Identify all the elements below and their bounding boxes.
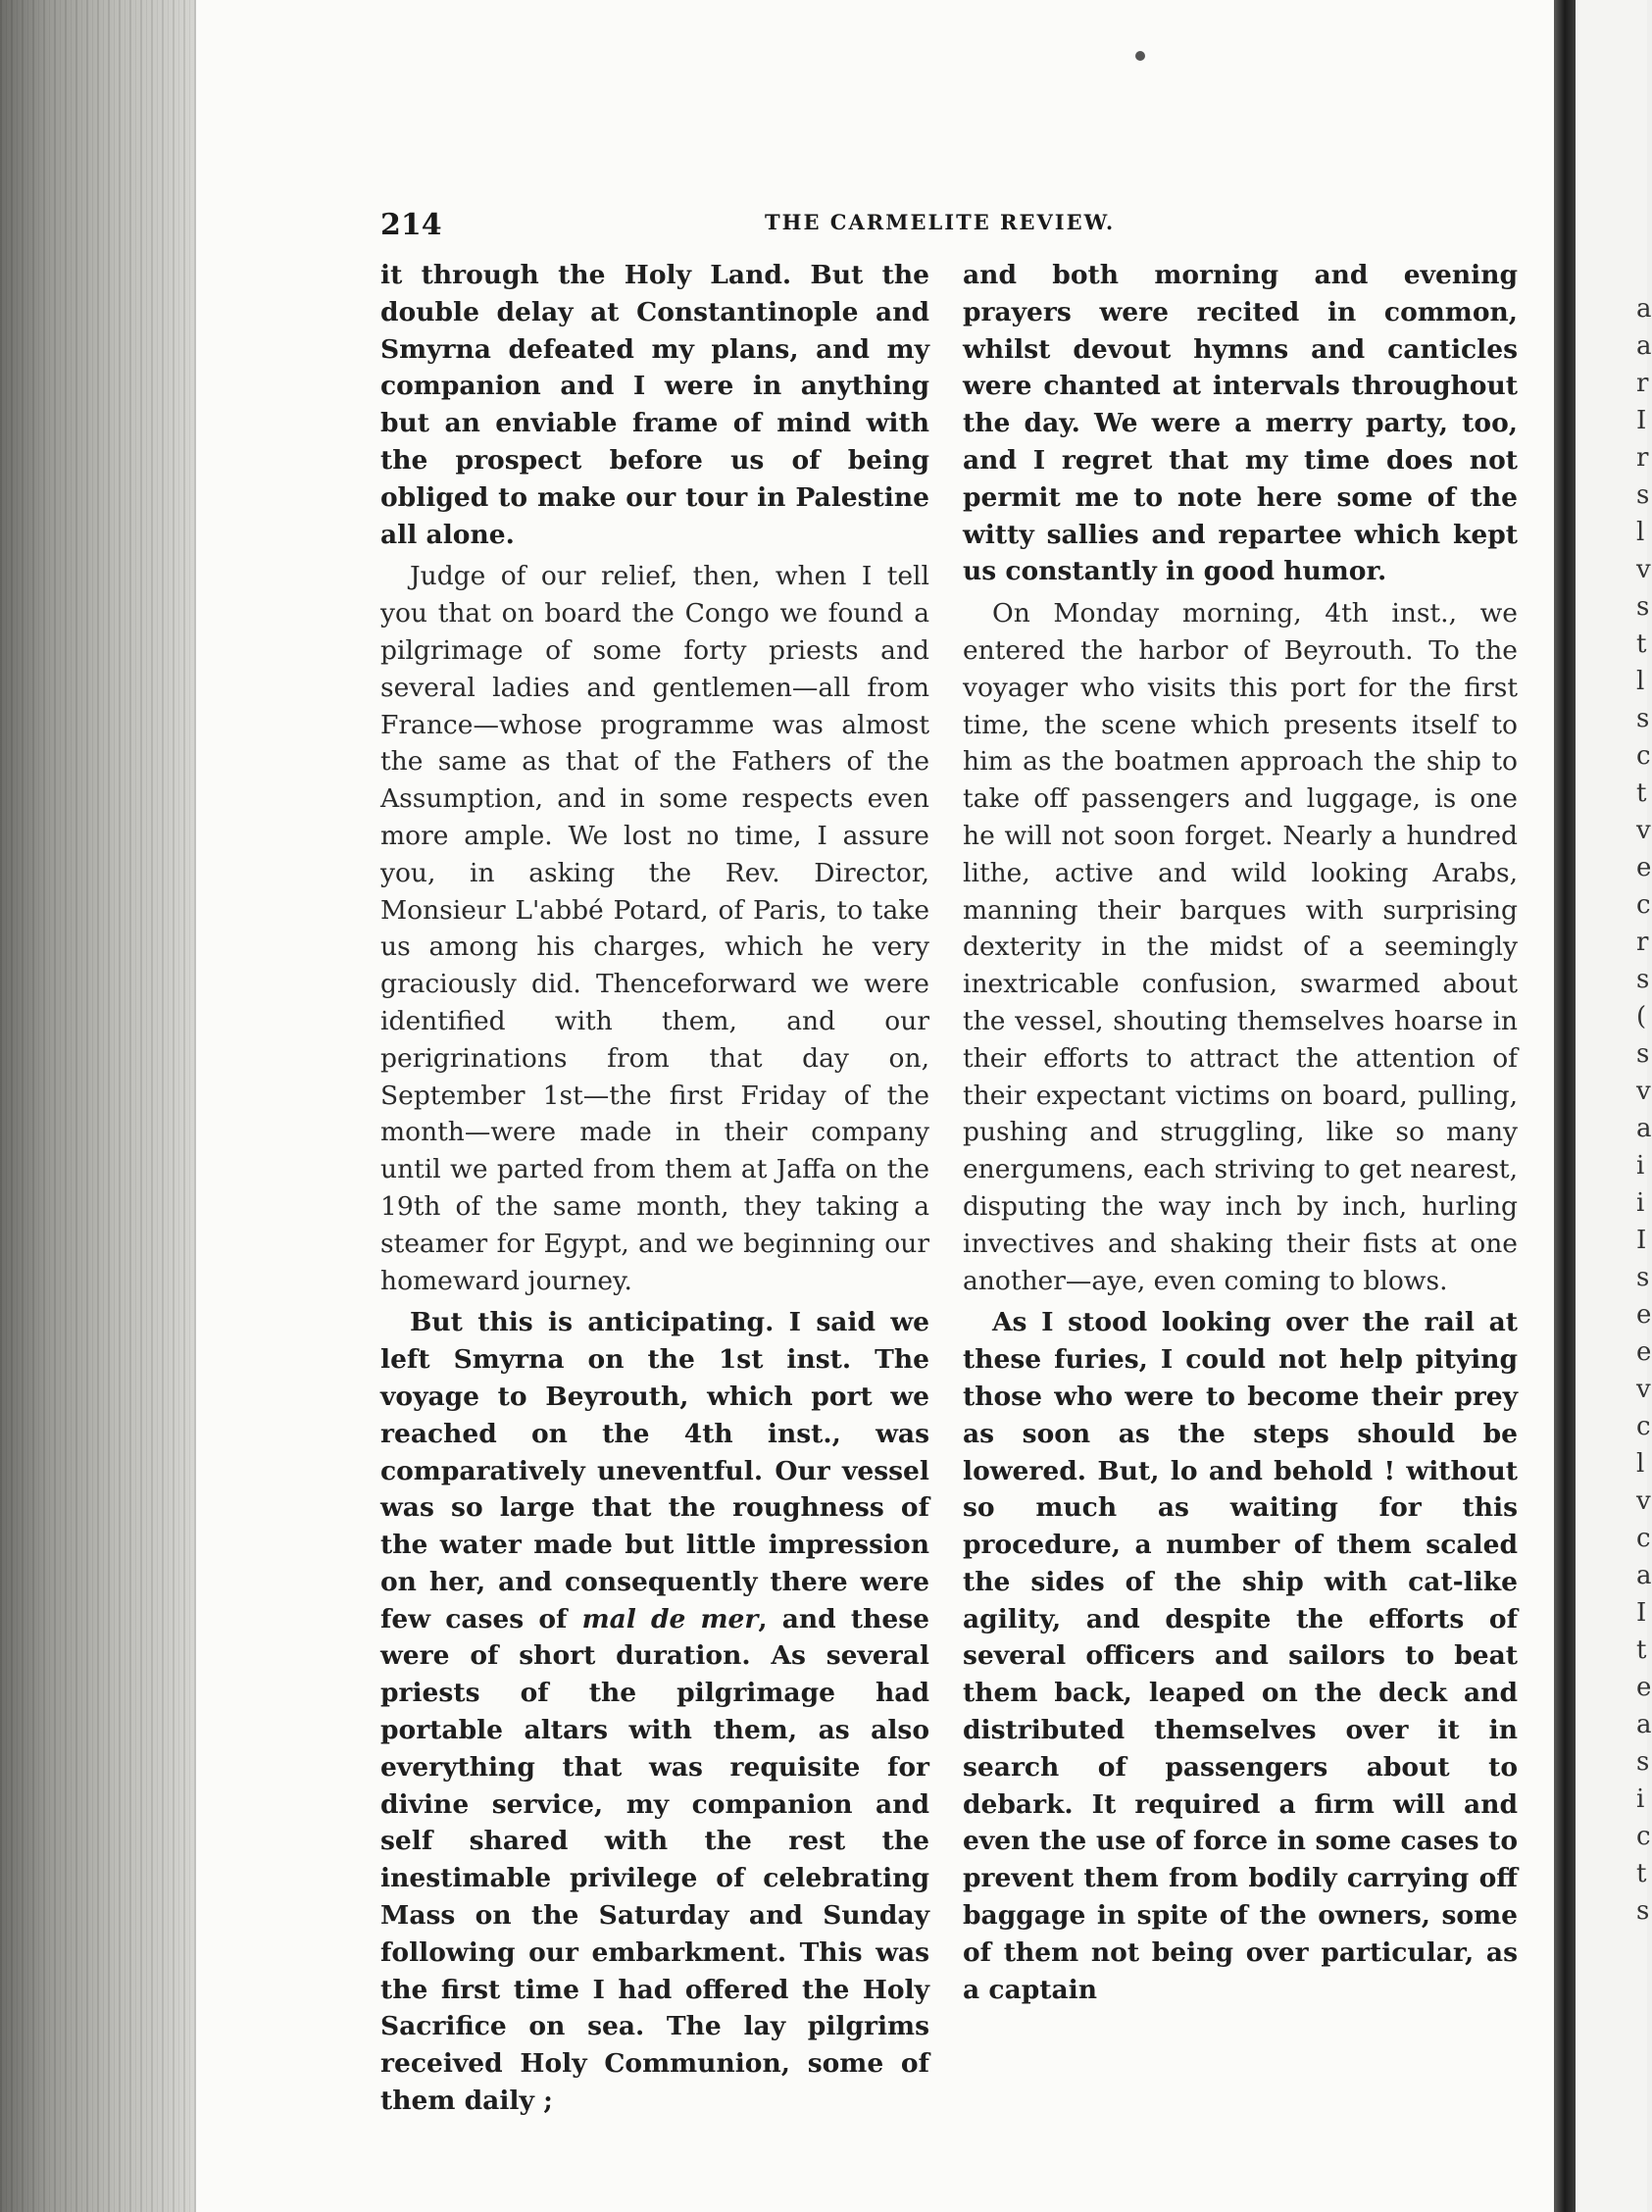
left-paragraph-3-part-b: , and these were of short duration. As several priests of the pilgrimage had portable altars with them, as also everything that was requisite for divine service, my companion and self shared with the rest the inestimable privilege of celebrating Mass on the Saturday and Sunday following our embarkment. This was the first time I had offered the Holy Sacrifice on sea. The lay pilgrims received Holy Communion, some of them daily ; <box>380 1603 929 2117</box>
facing-page-letter: t <box>1636 1635 1647 1665</box>
facing-page-letter: s <box>1636 1896 1650 1926</box>
running-head <box>380 208 1518 247</box>
facing-page-letter: s <box>1636 1263 1650 1292</box>
page-number: 214 <box>380 208 442 242</box>
facing-page-letter: c <box>1636 1524 1651 1553</box>
left-paragraph-2: Judge of our relief, then, when I tell you that on board the Congo we found a pilgrimage of some forty priests and several ladies and gentlemen—all from France—whose programme was almost the same as that of the Fathers of the Assumption, and in some respects even more ample. We lost no time, I assure you, in asking the Rev. Director, Monsieur L'abbé Potard, of Paris, to take us among his charges, which he very graciously did. Thenceforward we were identified with them, and our perigrinations from that day on, September 1st—the first Friday of the month—were made in their company until we parted from them at Jaffa on the 19th of the same month, they taking a steamer for Egypt, and we beginning our homeward journey. <box>380 561 929 1296</box>
left-paragraph-1: it through the Holy Land. But the double delay at Constantinople and Smyrna defeated my plans, and my companion and I were in anything but an enviable frame of mind with the prospect before us of being obliged to make our tour in Palestine all alone. <box>380 260 929 550</box>
facing-page-letter: r <box>1636 928 1649 957</box>
facing-page-letter: a <box>1636 331 1652 361</box>
facing-page-letter: c <box>1636 741 1651 771</box>
facing-page-letter: I <box>1636 1226 1647 1255</box>
facing-page-letter: s <box>1636 1039 1650 1069</box>
facing-page-letter: v <box>1636 1375 1651 1404</box>
right-paragraph-2: On Monday morning, 4th inst., we entered the harbor of Beyrouth. To the voyager who visits this port for the first time, the scene which presents itself to him as the boatmen approach the ship to take off passengers and luggage, is one he will not soon forget. Nearly a hundred lithe, active and wild looking Arabs, manning their barques with surprising dexterity in the midst of a seemingly inextricable confusion, swarmed about the vessel, shouting themselves hoarse in their efforts to attract the attention of their expectant victims on board, pulling, pushing and struggling, like so many energumens, each striving to get nearest, disputing the way inch by inch, hurling invectives and shaking their fists at one another—aye, even coming to blows. <box>963 598 1518 1296</box>
facing-page-letter: a <box>1636 1710 1652 1739</box>
facing-page-letter: i <box>1636 1151 1645 1181</box>
facing-page-letter: r <box>1636 443 1649 473</box>
facing-page-letter: s <box>1636 704 1650 733</box>
facing-page-letter: e <box>1636 1673 1652 1702</box>
facing-page-letter: ( <box>1636 1002 1647 1031</box>
facing-page-letter: r <box>1636 369 1649 398</box>
facing-page-letter: l <box>1636 1449 1645 1479</box>
left-paragraph-3-part-a: But this is anticipating. I said we left Smyrna on the 1st inst. The voyage to Beyrouth, which port we reached on the 4th inst., was comparatively uneventful. Our vessel was so large that the roughness of the water made but little impression on her, and consequently there were few cases of <box>380 1307 929 1634</box>
ink-dot-mark <box>1135 51 1145 61</box>
facing-page-letter: a <box>1636 1114 1652 1143</box>
italic-phrase: mal de mer <box>581 1603 759 1634</box>
facing-page-letter: s <box>1636 480 1650 510</box>
facing-page-letter: c <box>1636 1412 1651 1441</box>
book-page-edges <box>0 0 196 2212</box>
right-column <box>963 257 1518 2008</box>
facing-page-letter: v <box>1636 1486 1651 1516</box>
facing-page-letter: l <box>1636 667 1645 696</box>
facing-page-letter: a <box>1636 294 1652 324</box>
facing-page-letter: l <box>1636 518 1645 547</box>
facing-page-letter: v <box>1636 1077 1651 1106</box>
right-paragraph-1: and both morning and evening prayers were recited in common, whilst devout hymns and canticles were chanted at intervals throughout the day. We were a merry party, too, and I regret that my time does not permit me to note here some of the witty sallies and repartee which kept us constantly in good humor. <box>963 260 1518 587</box>
facing-page-letter: t <box>1636 629 1647 659</box>
facing-page-letter: I <box>1636 1598 1647 1628</box>
facing-page-letter: i <box>1636 1785 1645 1814</box>
facing-page-letter: c <box>1636 1822 1651 1851</box>
facing-page-letter: e <box>1636 1300 1652 1330</box>
facing-page-letter: a <box>1636 1561 1652 1590</box>
facing-page-letter: I <box>1636 406 1647 435</box>
facing-page-letter: v <box>1636 816 1651 845</box>
facing-page-letter: i <box>1636 1188 1645 1218</box>
facing-page-letter: v <box>1636 555 1651 584</box>
journal-title: THE CARMELITE REVIEW. <box>765 210 1116 234</box>
facing-page-letter: e <box>1636 853 1652 882</box>
right-paragraph-3: As I stood looking over the rail at these furies, I could not help pitying those who were to become their prey as soon as the steps should be lowered. But, lo and behold ! without so much as waiting for this procedure, a number of them scaled the sides of the ship with cat-like agility, and despite the efforts of several officers and sailors to beat them back, leaped on the deck and distributed themselves over it in search of passengers about to debark. It required a firm will and even the use of force in some cases to prevent them from bodily carrying off baggage in spite of the owners, some of them not being over particular, as a captain <box>963 1307 1518 2005</box>
book-gutter <box>1554 0 1576 2212</box>
facing-page-edge <box>1576 0 1652 2212</box>
facing-page-letter: c <box>1636 890 1651 920</box>
facing-page-letter: s <box>1636 592 1650 622</box>
facing-page-letter: t <box>1636 1859 1647 1888</box>
facing-page-letter: t <box>1636 779 1647 808</box>
left-column <box>380 257 929 2120</box>
left-paragraph-3 <box>380 1304 929 2120</box>
facing-page-letter: s <box>1636 1747 1650 1777</box>
facing-page-letter: s <box>1636 965 1650 994</box>
facing-page-letter: e <box>1636 1337 1652 1367</box>
